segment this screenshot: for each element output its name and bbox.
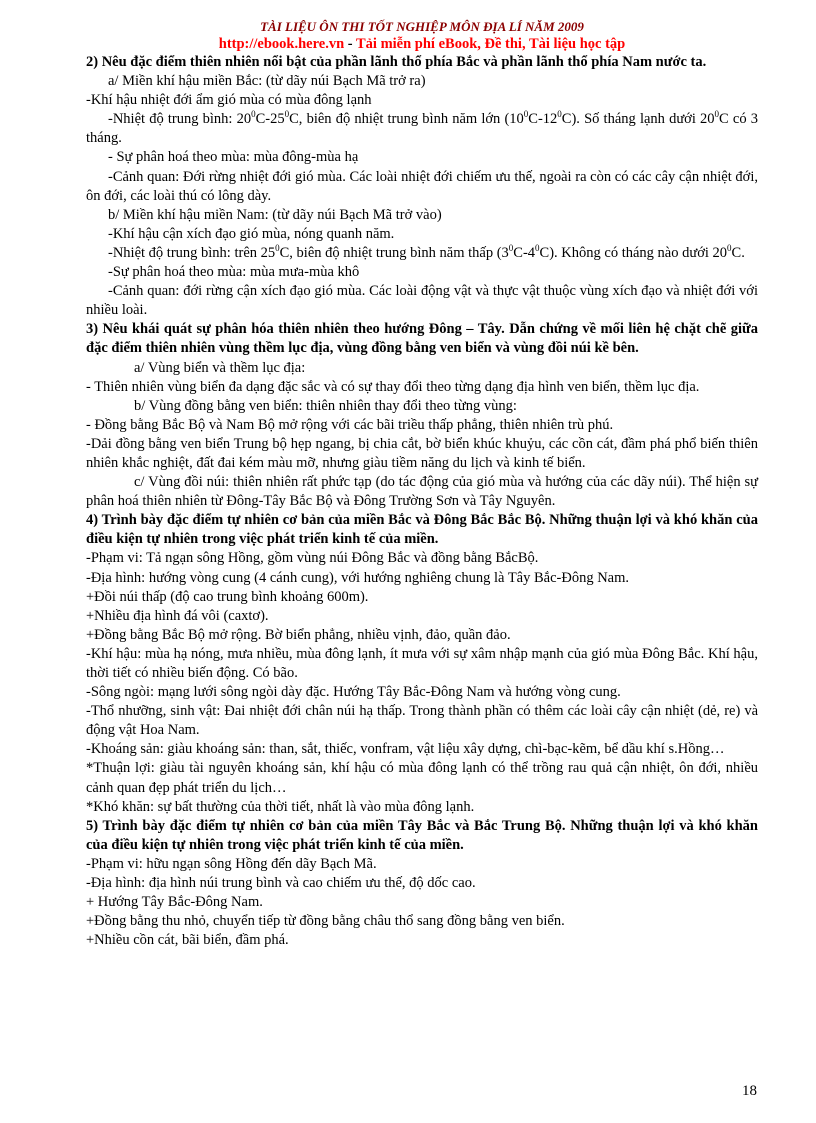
header-url-link[interactable]: http://ebook.here.vn	[218, 36, 345, 52]
paragraph: c/ Vùng đồi núi: thiên nhiên rất phức tạp (do tác động của gió mùa và hướng của các dãy núi). Thể hiện sự phân hoá thiên nhiên từ Đông-Tây Bắc Bộ và Đông Trường Sơn và Tây Nguyên.	[86, 474, 758, 510]
paragraph: -Dải đồng bằng ven biển Trung bộ hẹp ngang, bị chia cắt, bờ biển khúc khuỷu, các cồn cát, đầm phá phổ biến thiên nhiên khắc nghiệt, đất đai kém màu mỡ, nhưng giàu tiềm năng du lịch và kinh tế biển.	[86, 435, 758, 471]
paragraph: -Sông ngòi: mạng lưới sông ngòi dày đặc. Hướng Tây Bắc-Đông Nam và hướng vòng cung.	[86, 684, 621, 701]
page-number: 18	[742, 1083, 757, 1099]
paragraph: -Khoáng sản: giàu khoáng sản: than, sắt, thiếc, vonfram, vật liệu xây dựng, chì-bạc-kẽm, bể dầu khí s.Hồng…	[86, 741, 725, 758]
paragraph: -Thổ nhưỡng, sinh vật: Đai nhiệt đới chân núi hạ thấp. Trong thành phần có thêm các loài cây cận nhiệt (dẻ, re) và động vật Hoa Nam.	[86, 703, 758, 739]
paragraph: - Đồng bằng Bắc Bộ và Nam Bộ mở rộng với các bãi triều thấp phẳng, thiên nhiên trù phú.	[86, 416, 614, 433]
question-heading: 4) Trình bày đặc điểm tự nhiên cơ bản của miền Bắc và Đông Bắc Bắc Bộ. Những thuận lợi và khó khăn của điều kiện tự nhiên trong việc phát triển kinh tế của miền.	[86, 512, 758, 548]
paragraph: -Phạm vi: Tả ngạn sông Hồng, gồm vùng núi Đông Bắc và đồng bằng BắcBộ.	[86, 550, 539, 567]
header-separator: -	[344, 36, 356, 52]
document-page	[86, 18, 758, 950]
paragraph: -Phạm vi: hữu ngạn sông Hồng đến dãy Bạch Mã.	[86, 855, 377, 872]
paragraph: a/ Miền khí hậu miền Bắc: (từ dãy núi Bạch Mã trở ra)	[108, 73, 426, 90]
paragraph: -Khí hậu cận xích đạo gió mùa, nóng quanh năm.	[108, 225, 395, 242]
paragraph: *Thuận lợi: giàu tài nguyên khoáng sản, khí hậu có mùa đông lạnh có thể trồng rau quả cận nhiệt, ôn đới, nhiều cảnh quan đẹp phát triển du lịch…	[86, 760, 758, 796]
header-tagline: Tải miễn phí eBook, Đề thi, Tài liệu học tập	[356, 36, 626, 52]
paragraph: +Nhiều địa hình đá vôi (caxtơ).	[86, 607, 269, 624]
paragraph: -Khí hậu: mùa hạ nóng, mưa nhiều, mùa đông lạnh, ít mưa với sự xâm nhập mạnh của gió mùa Đông Bắc. Khí hậu, thời tiết có nhiều biến động. Có bão.	[86, 645, 758, 681]
paragraph: -Sự phân hoá theo mùa: mùa mưa-mùa khô	[108, 264, 360, 281]
paragraph: +Đồi núi thấp (độ cao trung bình khoảng 600m).	[86, 588, 369, 605]
paragraph: b/ Miền khí hậu miền Nam: (từ dãy núi Bạch Mã trở vào)	[108, 206, 442, 223]
paragraph: +Nhiều cồn cát, bãi biển, đầm phá.	[86, 932, 289, 949]
paragraph: +Đồng bằng thu nhỏ, chuyển tiếp từ đồng bằng châu thổ sang đồng bằng ven biển.	[86, 913, 565, 930]
paragraph: b/ Vùng đồng bằng ven biển: thiên nhiên thay đổi theo từng vùng:	[134, 397, 517, 414]
question-heading: 2) Nêu đặc điểm thiên nhiên nổi bật của phần lãnh thổ phía Bắc và phần lãnh thổ phía Nam nước ta.	[86, 54, 707, 70]
paragraph: a/ Vùng biển và thềm lục địa:	[134, 359, 306, 376]
paragraph: -Địa hình: địa hình núi trung bình và cao chiếm ưu thế, độ dốc cao.	[86, 875, 476, 892]
paragraph: -Cảnh quan: Đới rừng nhiệt đới gió mùa. Các loài nhiệt đới chiếm ưu thế, ngoài ra còn có các cây cận nhiệt đới, ôn đới, các loài thú có lông dày.	[86, 168, 758, 204]
document-body	[86, 53, 758, 950]
paragraph: +Đồng bằng Bắc Bộ mở rộng. Bờ biển phẳng, nhiều vịnh, đảo, quần đảo.	[86, 626, 511, 643]
paragraph: + Hướng Tây Bắc-Đông Nam.	[86, 894, 263, 911]
paragraph: -Nhiệt độ trung bình: trên $25^0C$, biên độ nhiệt trung bình năm thấp $(3^0C-4^0C)$. Không có tháng nào dưới $20^0C$.	[108, 242, 745, 261]
paragraph: *Khó khăn: sự bất thường của thời tiết, nhất là vào mùa đông lạnh.	[86, 798, 475, 815]
header-line	[86, 35, 758, 53]
header-title: TÀI LIỆU ÔN THI TỐT NGHIỆP MÔN ĐỊA LÍ NĂM 2009	[260, 19, 584, 34]
paragraph: -Địa hình: hướng vòng cung (4 cánh cung), với hướng nghiêng chung là Tây Bắc-Đông Nam.	[86, 569, 630, 586]
paragraph: -Khí hậu nhiệt đới ẩm gió mùa có mùa đông lạnh	[86, 92, 372, 109]
paragraph: -Cảnh quan: đới rừng cận xích đạo gió mùa. Các loài động vật và thực vật thuộc vùng xích đạo và nhiệt đới với nhiều loài.	[86, 283, 758, 319]
paragraph: - Sự phân hoá theo mùa: mùa đông-mùa hạ	[108, 149, 359, 166]
paragraph: - Thiên nhiên vùng biển đa dạng đặc sắc và có sự thay đổi theo từng dạng địa hình ven biển, thềm lục địa.	[86, 378, 700, 395]
question-heading: 5) Trình bày đặc điểm tự nhiên cơ bản của miền Tây Bắc và Bắc Trung Bộ. Những thuận lợi và khó khăn của điều kiện tự nhiên trong việc phát triển kinh tế của miền.	[86, 817, 758, 853]
question-heading: 3) Nêu khái quát sự phân hóa thiên nhiên theo hướng Đông – Tây. Dẫn chứng về mối liên hệ chặt chẽ giữa đặc điểm thiên nhiên vùng thềm lục địa, vùng đồng bằng ven biển và vùng đồi núi kề bên.	[86, 321, 758, 357]
paragraph: -Nhiệt độ trung bình: $20^0C-25^0C$, biên độ nhiệt trung bình năm lớn $(10^0C-12^0C)$. Số tháng lạnh dưới $20^0C$ có 3 tháng.	[86, 109, 758, 147]
